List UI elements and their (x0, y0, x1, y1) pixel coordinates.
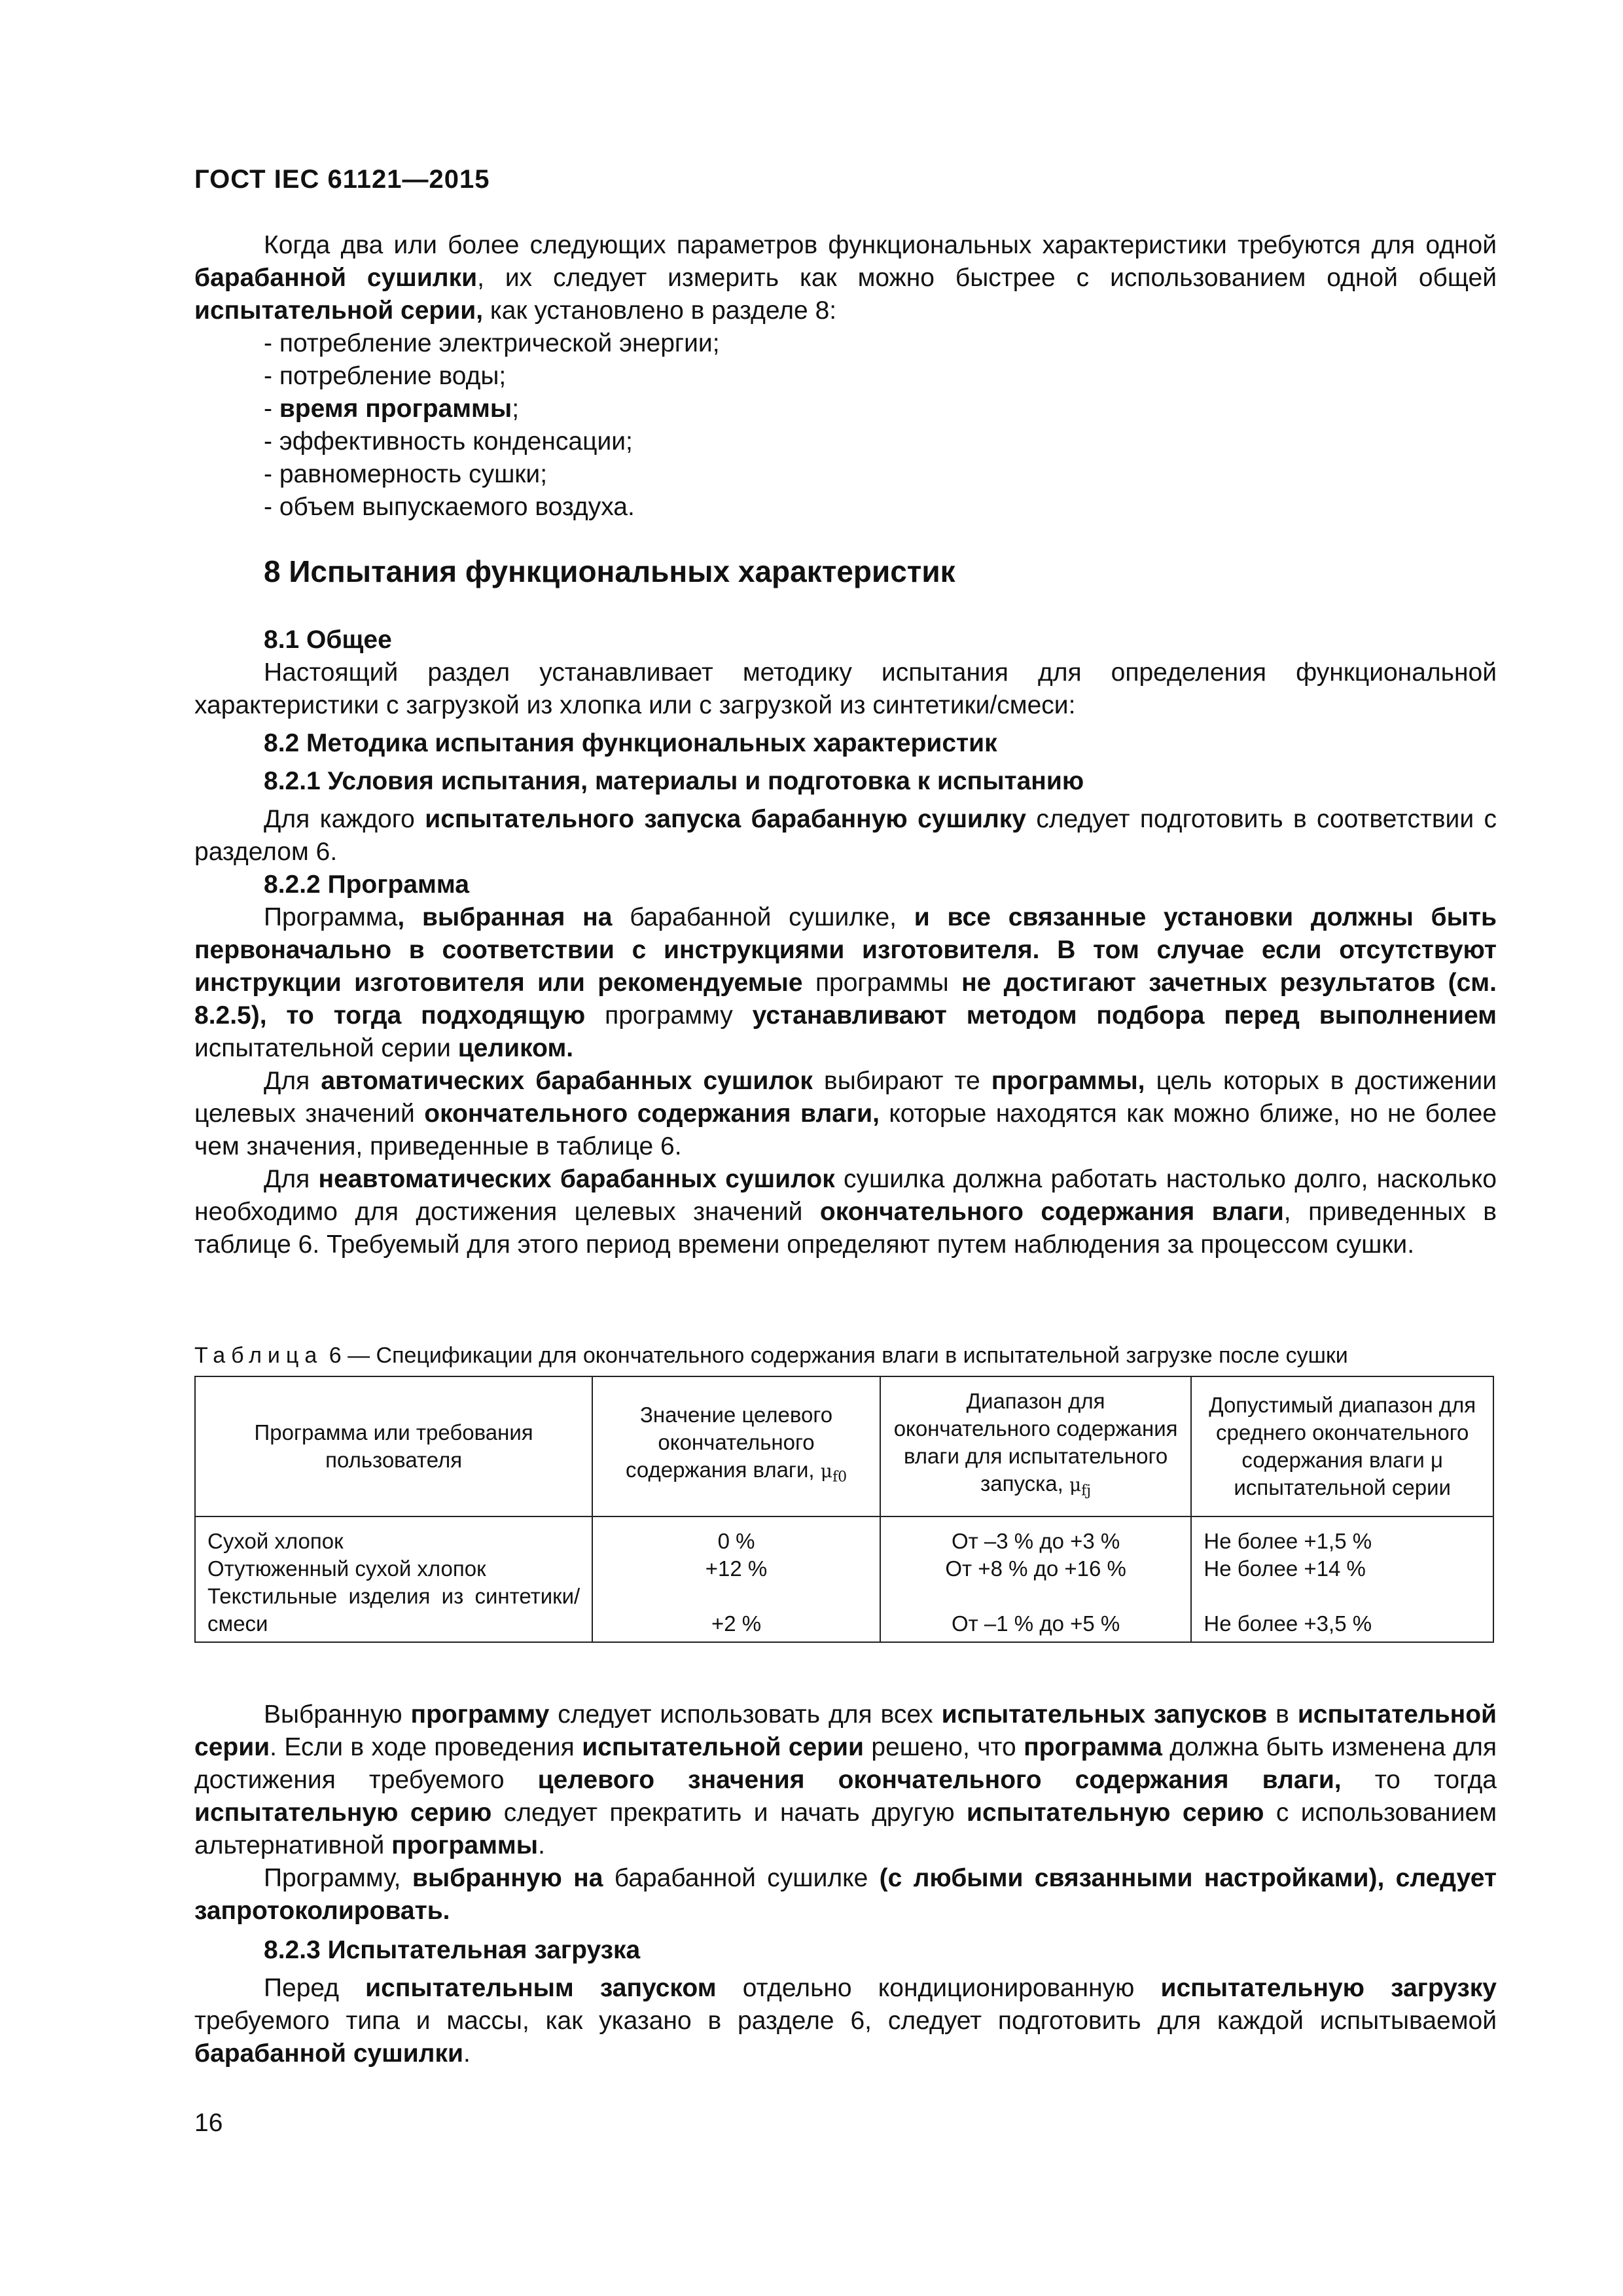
table-cell: Не более +3,5 % (1191, 1583, 1493, 1642)
document-code: ГОСТ IEC 61121—2015 (194, 165, 490, 194)
paragraph: Выбранную программу следует использовать для всех испытательных запусков в испытательной серии. Если в ходе проведения испытательной серии решено, что программа должна быть изменена для достижения требуемого целевого значения окончательного содержания влаги, то тогда испытательную серию следует прекратить и начать другую испытательную серию с использованием альтернативной программы. (194, 1700, 1497, 1859)
page-number: 16 (194, 2109, 223, 2137)
paragraph: Программу, выбранную на барабанной сушилке (с любыми связанными настройками), следует запротоколировать. (194, 1864, 1497, 1925)
table-cell: От +8 % до +16 % (880, 1555, 1192, 1583)
table-caption-prefix: Таблица (194, 1343, 323, 1368)
list-item: - равномерность сушки; (264, 460, 548, 488)
table-row (195, 1583, 1493, 1642)
table-cell: Текстильные изделия из синтетики/смеси (195, 1583, 592, 1642)
subsection-8-2-heading: 8.2 Методика испытания функциональных характеристик (264, 729, 997, 757)
intro-paragraph: Когда два или более следующих параметров функциональных характеристики требуются для одной барабанной сушилки, их следует измерить как можно быстрее с использованием одной общей испытательной серии, как установлено в разделе 8: (194, 231, 1497, 325)
table-caption-text: 6 — Спецификации для окончательного содержания влаги в испытательной загрузке после сушки (323, 1343, 1348, 1368)
table-6 (194, 1376, 1494, 1643)
subsection-8-1-heading: 8.1 Общее (264, 626, 392, 654)
table-6-caption (194, 1343, 1348, 1369)
list-item: - эффективность конденсации; (264, 427, 633, 456)
subsection-8-1-text: Настоящий раздел устанавливает методику испытания для определения функциональной характеристики с загрузкой из хлопка или с загрузкой из синтетики/смеси: (194, 658, 1497, 719)
subsection-8-2-2-paragraph: Программа, выбранная на барабанной сушилке, и все связанные установки должны быть первоначально в соответствии с инструкциями изготовителя. В том случае если отсутствуют инструкции изготовителя или рекомендуемые программы не достигают зачетных результатов (см. 8.2.5), то тогда подходящую программу устанавливают методом подбора перед выполнением испытательной серии целиком. (194, 903, 1497, 1062)
table-cell: Отутюженный сухой хлопок (195, 1555, 592, 1583)
table-cell: +12 % (592, 1555, 880, 1583)
table-row (195, 1555, 1493, 1583)
subsection-8-2-1-text: Для каждого испытательного запуска барабанную сушилку следует подготовить в соответствии с разделом 6. (194, 805, 1497, 866)
column-header: Допустимый диапазон для среднего окончательного содержания влаги μ испытательной серии (1191, 1376, 1493, 1516)
subsection-8-2-3-heading: 8.2.3 Испытательная загрузка (264, 1936, 641, 1964)
list-item: - объем выпускаемого воздуха. (264, 493, 635, 521)
table-cell: От –1 % до +5 % (880, 1583, 1192, 1642)
after-table-block (194, 1698, 1497, 2070)
list-item: - время программы; (264, 395, 520, 423)
subsection-8-2-1-heading: 8.2.1 Условия испытания, материалы и подготовка к испытанию (264, 767, 1084, 795)
subsection-8-2-2-heading: 8.2.2 Программа (264, 870, 469, 899)
list-item: - потребление воды; (264, 362, 507, 390)
subsection-8-2-3-text: Перед испытательным запуском отдельно кондиционированную испытательную загрузку требуемого типа и массы, как указано в разделе 6, следует подготовить для каждой испытываемой барабанной сушилки. (194, 1974, 1497, 2068)
intro-block (194, 229, 1497, 524)
section-8-body (194, 624, 1497, 1261)
table-cell: Не более +1,5 % (1191, 1516, 1493, 1555)
section-8-heading: 8 Испытания функциональных характеристик (264, 554, 955, 588)
column-header: Диапазон для окончательного содержания влаги для испытательного запуска, $\mu_{fj}$ (880, 1376, 1192, 1516)
subsection-8-2-2-paragraph: Для неавтоматических барабанных сушилок сушилка должна работать настолько долго, насколько необходимо для достижения целевых значений окончательного содержания влаги, приведенных в таблице 6. Требуемый для этого период времени определяют путем наблюдения за процессом сушки. (194, 1165, 1497, 1259)
list-item: - потребление электрической энергии; (264, 329, 720, 357)
table-cell: Не более +14 % (1191, 1555, 1493, 1583)
subsection-8-2-2-paragraph: Для автоматических барабанных сушилок выбирают те программы, цель которых в достижении целевых значений окончательного содержания влаги, которые находятся как можно ближе, но не более чем значения, приведенные в таблице 6. (194, 1067, 1497, 1160)
table-cell: От –3 % до +3 % (880, 1516, 1192, 1555)
table-header-row (195, 1376, 1493, 1516)
table-row (195, 1516, 1493, 1555)
table-cell: Сухой хлопок (195, 1516, 592, 1555)
column-header: Программа или требования пользователя (195, 1376, 592, 1516)
table-cell: +2 % (592, 1583, 880, 1642)
table-cell: 0 % (592, 1516, 880, 1555)
column-header: Значение целевого окончательного содержания влаги, $\mu_{f0}$ (592, 1376, 880, 1516)
